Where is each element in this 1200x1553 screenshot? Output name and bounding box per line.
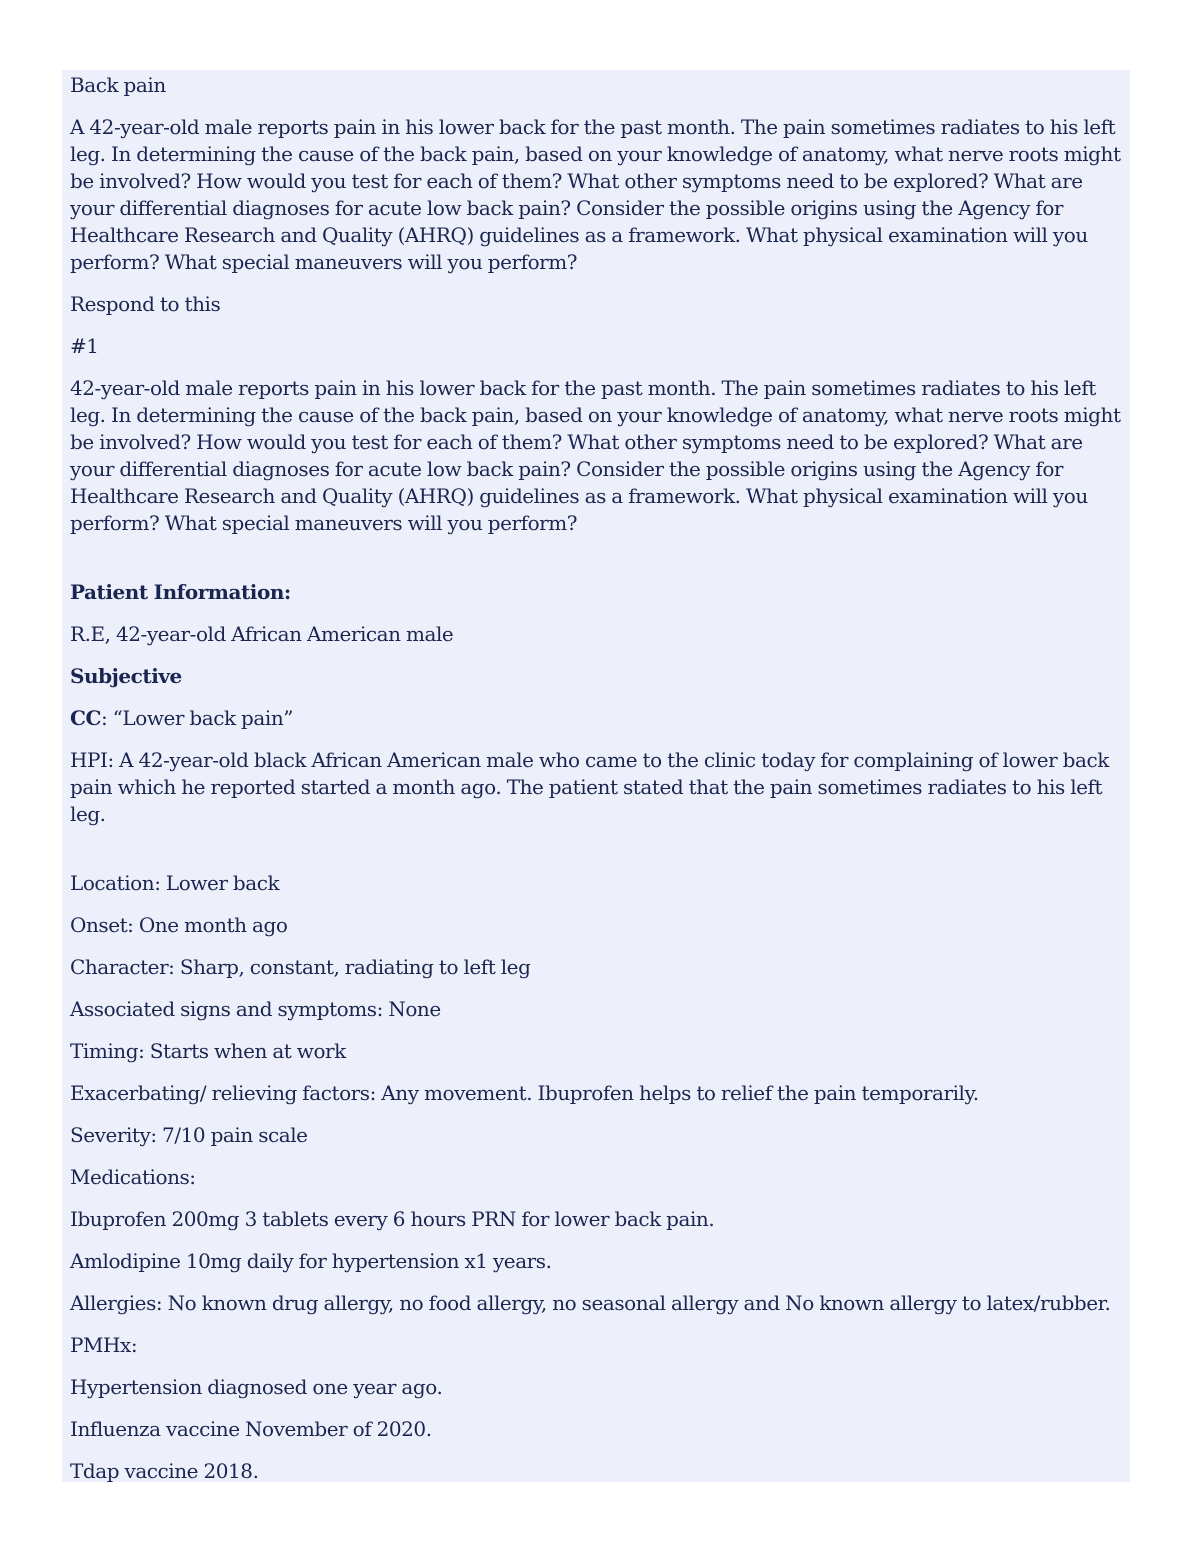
cc-value: : “Lower back pain” xyxy=(100,706,294,730)
subjective-heading: Subjective xyxy=(70,664,182,688)
detail-medication-amlodipine: Amlodipine 10mg daily for hypertension x1 years. xyxy=(70,1249,552,1273)
detail-severity: Severity: 7/10 pain scale xyxy=(70,1123,308,1147)
detail-allergies: Allergies: No known drug allergy, no food allergy, no seasonal allergy and No known allergy to latex/rubber. xyxy=(70,1291,1111,1315)
respond-label: Respond to this xyxy=(70,292,221,316)
patient-info: R.E, 42-year-old African American male xyxy=(70,622,454,646)
cc-label: CC xyxy=(70,706,101,730)
detail-timing: Timing: Starts when at work xyxy=(70,1039,346,1063)
detail-pmhx-label: PMHx: xyxy=(70,1333,138,1357)
response-prompt: 42-year-old male reports pain in his lower back for the past month. The pain sometimes radiates to his left leg. In determining the cause of the back pain, based on your knowledge of anatomy, what nerve roots might be involved? How would you test for each of them? What other symptoms need to be explored? What are your differential diagnoses for acute low back pain? Consider the possible origins using the Agency for Healthcare Research and Quality (AHRQ) guidelines as a framework. What physical examination will you perform? What special maneuvers will you perform? xyxy=(70,376,1121,535)
document-body xyxy=(70,72,1126,1500)
assignment-prompt: A 42-year-old male reports pain in his lower back for the past month. The pain sometimes radiates to his left leg. In determining the cause of the back pain, based on your knowledge of anatomy, what nerve roots might be involved? How would you test for each of them? What other symptoms need to be explored? What are your differential diagnoses for acute low back pain? Consider the possible origins using the Agency for Healthcare Research and Quality (AHRQ) guidelines as a framework. What physical examination will you perform? What special maneuvers will you perform? xyxy=(70,115,1121,274)
detail-associated-symptoms: Associated signs and symptoms: None xyxy=(70,997,441,1021)
detail-onset: Onset: One month ago xyxy=(70,913,288,937)
hpi: HPI: A 42-year-old black African American male who came to the clinic today for complaining of lower back pain which he reported started a month ago. The patient stated that the pain sometimes radiates to his left leg. xyxy=(70,748,1109,826)
detail-medications-label: Medications: xyxy=(70,1165,196,1189)
document-title: Back pain xyxy=(70,73,166,97)
chief-complaint xyxy=(70,705,1126,732)
detail-medication-ibuprofen: Ibuprofen 200mg 3 tablets every 6 hours PRN for lower back pain. xyxy=(70,1207,715,1231)
detail-character: Character: Sharp, constant, radiating to left leg xyxy=(70,955,531,979)
detail-location: Location: Lower back xyxy=(70,871,280,895)
spacer xyxy=(70,552,1126,579)
detail-pmhx-hypertension: Hypertension diagnosed one year ago. xyxy=(70,1375,443,1399)
detail-factors: Exacerbating/ relieving factors: Any movement. Ibuprofen helps to relief the pain temporarily. xyxy=(70,1081,979,1105)
detail-influenza-vaccine: Influenza vaccine November of 2020. xyxy=(70,1417,432,1441)
patient-info-heading: Patient Information: xyxy=(70,580,291,604)
detail-tdap-vaccine: Tdap vaccine 2018. xyxy=(70,1459,259,1483)
spacer xyxy=(70,843,1126,870)
response-number: #1 xyxy=(70,334,99,358)
